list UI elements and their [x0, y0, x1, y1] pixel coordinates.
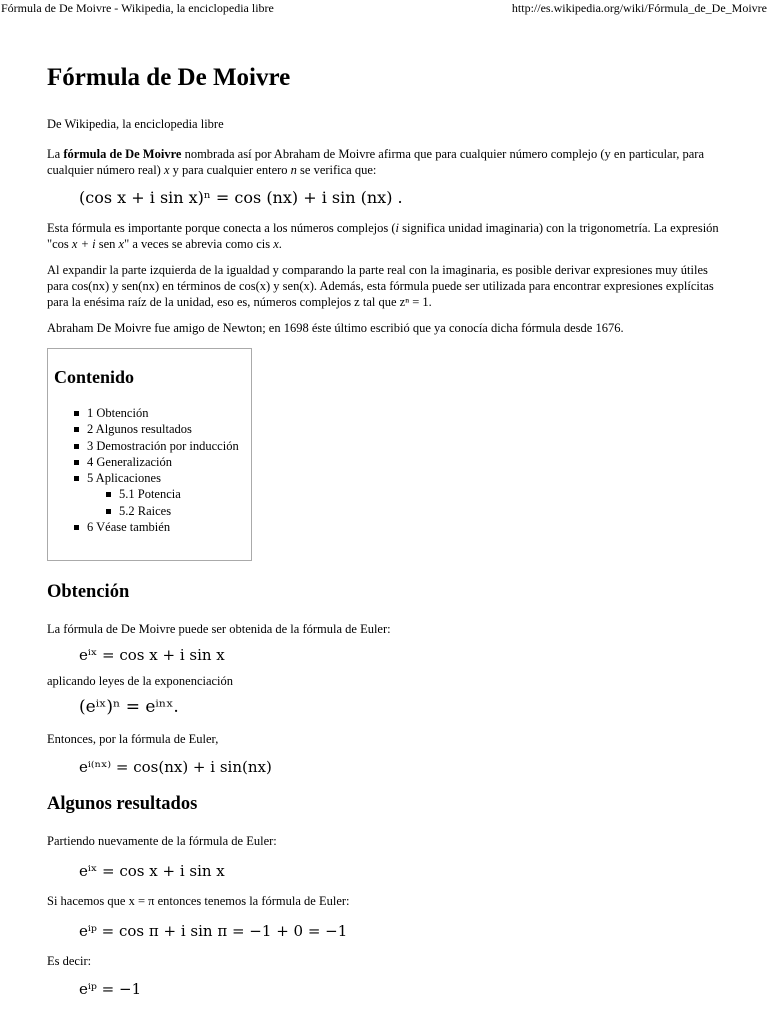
obtencion-p2: aplicando leyes de la exponenciación	[47, 674, 234, 688]
resultados-p2: Si hacemos que x = π entonces tenemos la fórmula de Euler:	[47, 894, 350, 908]
toc-subitem[interactable]: 5.1 Potencia	[106, 486, 239, 502]
text: Esta fórmula es importante porque conecta a los números complejos (	[47, 221, 396, 235]
toc-item[interactable]: 5 Aplicaciones	[74, 470, 239, 486]
paragraph-2	[47, 220, 727, 252]
text: y para cualquier entero	[169, 163, 291, 177]
formula-euler-nx: eⁱ⁽ⁿˣ⁾ = cos(nx) + i sin(nx)	[79, 758, 272, 776]
toc-title: Contenido	[54, 367, 135, 387]
formula-euler: eⁱˣ = cos x + i sin x	[79, 646, 225, 664]
page-title: Fórmula de De Moivre	[47, 64, 291, 91]
formula-main: (cos x + i sin x)ⁿ = cos (nx) + i sin (nx) .	[79, 188, 403, 207]
resultados-p3: Es decir:	[47, 954, 92, 968]
formula-euler-2: eⁱˣ = cos x + i sin x	[79, 862, 225, 880]
var-n: n	[290, 163, 297, 177]
bold-term: fórmula de De Moivre	[63, 147, 182, 161]
var-x: x	[273, 237, 279, 251]
text: La	[47, 147, 64, 161]
formula-identity: eⁱᵖ = −1	[79, 980, 142, 998]
toc-item[interactable]: 2 Algunos resultados	[74, 421, 239, 437]
var-i: i	[395, 221, 399, 235]
text: nombrada así por Abraham de Moivre afirma que para cualquier número complejo (y en particular, para cualquier número real)	[47, 147, 705, 177]
toc-subitem[interactable]: 5.2 Raices	[106, 503, 239, 519]
text: se verifica que:	[296, 163, 377, 177]
tab-title: Fórmula de De Moivre - Wikipedia, la enciclopedia libre	[1, 1, 274, 15]
paragraph-3: Al expandir la parte izquierda de la igualdad y comparando la parte real con la imaginaria, es posible derivar expresiones muy útiles para cos(nx) y sen(nx) en términos de cos(x) y sen(x). Además, esta fórmula puede ser utilizada para encontrar expresiones explícitas para la enésima raíz de la unidad, eso es, números complejos z tal que zⁿ = 1.	[47, 263, 714, 309]
var-expr: x + i	[71, 237, 96, 251]
text: .	[278, 237, 282, 251]
text: significa unidad imaginaria) con la trigonometría. La expresión "cos	[47, 221, 719, 251]
resultados-p1: Partiendo nuevamente de la fórmula de Euler:	[47, 834, 277, 848]
toc-item[interactable]: 4 Generalización	[74, 454, 239, 470]
text: sen	[95, 237, 119, 251]
toc-list	[74, 405, 239, 535]
section-heading-resultados: Algunos resultados	[47, 794, 198, 814]
toc-item[interactable]: 3 Demostración por inducción	[74, 438, 239, 454]
obtencion-p3: Entonces, por la fórmula de Euler,	[47, 732, 219, 746]
obtencion-p1: La fórmula de De Moivre puede ser obtenida de la fórmula de Euler:	[47, 622, 391, 636]
formula-euler-pi: eⁱᵖ = cos π + i sin π = −1 + 0 = −1	[79, 922, 348, 940]
text: " a veces se abrevia como cis	[124, 237, 274, 251]
section-heading-obtencion: Obtención	[47, 582, 130, 602]
page-url[interactable]: http://es.wikipedia.org/wiki/Fórmula_de_De_Moivre	[511, 1, 767, 15]
tagline: De Wikipedia, la enciclopedia libre	[47, 117, 224, 131]
print-header	[0, 0, 768, 16]
table-of-contents	[47, 348, 252, 561]
var-x: x	[163, 163, 170, 177]
paragraph-4: Abraham De Moivre fue amigo de Newton; en 1698 éste último escribió que ya conocía dicha fórmula desde 1676.	[47, 321, 624, 335]
toc-item[interactable]: 1 Obtención	[74, 405, 239, 421]
toc-item[interactable]: 6 Véase también	[74, 519, 239, 535]
var-x: x	[118, 237, 125, 251]
formula-exponent: (eⁱˣ)ⁿ = eⁱⁿˣ.	[79, 697, 179, 717]
intro-paragraph	[47, 146, 727, 178]
article	[47, 62, 727, 997]
